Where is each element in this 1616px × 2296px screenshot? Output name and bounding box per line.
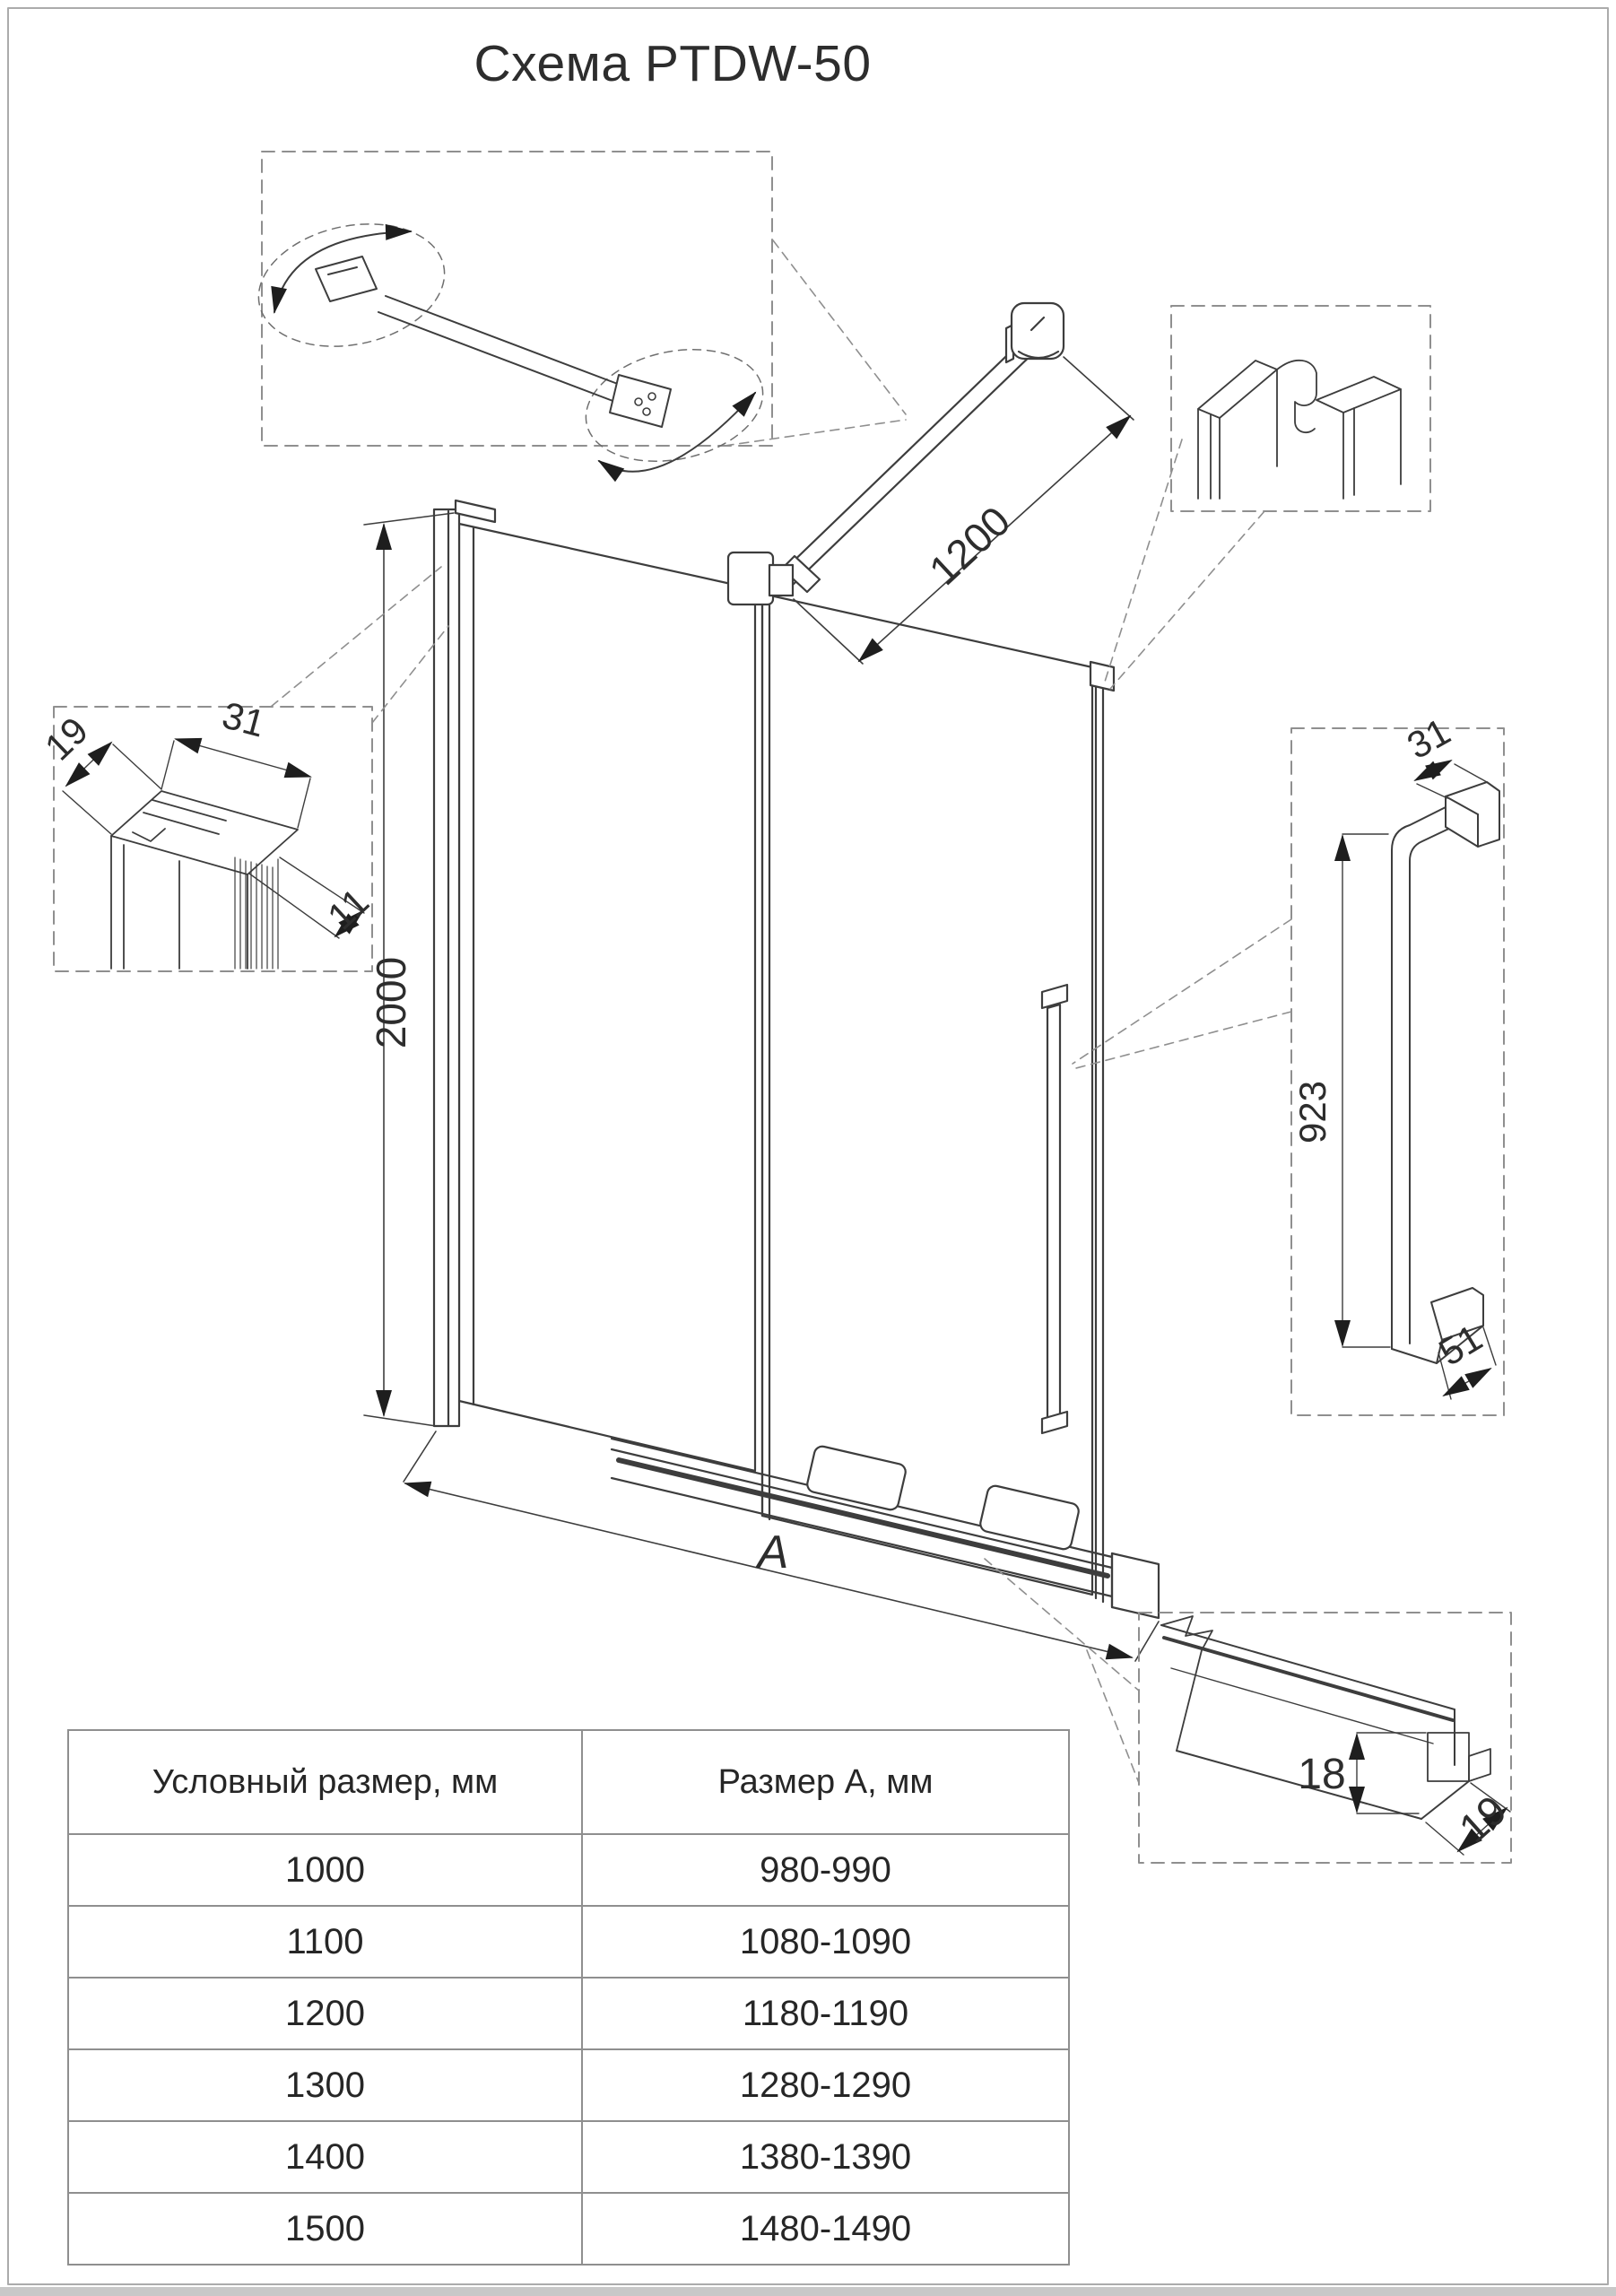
table-row <box>68 2193 1069 2265</box>
dim-handle-51: 51 <box>1431 1316 1490 1374</box>
table-row <box>68 1978 1069 2049</box>
table-cell: 1000 <box>68 1834 582 1906</box>
dim-rail-19: 19 <box>1449 1786 1516 1852</box>
table-header-nominal: Условный размер, мм <box>68 1730 582 1834</box>
table-header-row <box>68 1730 1069 1834</box>
main-drawing <box>364 303 1159 1661</box>
dim-profile-11: 11 <box>319 880 378 938</box>
fixed-glass-panel <box>459 524 755 1471</box>
table-cell: 1400 <box>68 2121 582 2193</box>
table-cell: 1500 <box>68 2193 582 2265</box>
dim-profile-31: 31 <box>218 693 270 745</box>
dim-a-label: A <box>757 1526 789 1578</box>
dim-2000-label: 2000 <box>368 956 414 1049</box>
detail-handle <box>1291 709 1504 1415</box>
dim-handle-923: 923 <box>1291 1080 1334 1144</box>
size-table-body <box>68 1834 1069 2265</box>
dim-rail-18: 18 <box>1298 1751 1346 1798</box>
detail-rail <box>1139 1613 1516 1863</box>
table-row <box>68 2049 1069 2121</box>
table-cell: 1180-1190 <box>582 1978 1069 2049</box>
size-table <box>67 1729 1070 2266</box>
table-cell: 1080-1090 <box>582 1906 1069 1978</box>
table-row <box>68 1834 1069 1906</box>
table-cell: 1200 <box>68 1978 582 2049</box>
dim-1200-label: 1200 <box>919 497 1020 595</box>
support-bar <box>728 303 1064 604</box>
detail-wall-profile <box>37 693 377 971</box>
table-cell: 1100 <box>68 1906 582 1978</box>
table-row <box>68 1906 1069 1978</box>
table-cell: 980-990 <box>582 1834 1069 1906</box>
dim-handle-31: 31 <box>1400 709 1457 768</box>
dim-profile-19: 19 <box>36 709 97 769</box>
table-row <box>68 2121 1069 2193</box>
table-cell: 1380-1390 <box>582 2121 1069 2193</box>
table-cell: 1280-1290 <box>582 2049 1069 2121</box>
table-cell: 1300 <box>68 2049 582 2121</box>
detail-seal-profile <box>1171 306 1430 511</box>
table-cell: 1480-1490 <box>582 2193 1069 2265</box>
page-title: Схема PTDW-50 <box>474 35 872 92</box>
detail-wall-bracket <box>248 152 774 476</box>
table-header-size-a: Размер А, мм <box>582 1730 1069 1834</box>
